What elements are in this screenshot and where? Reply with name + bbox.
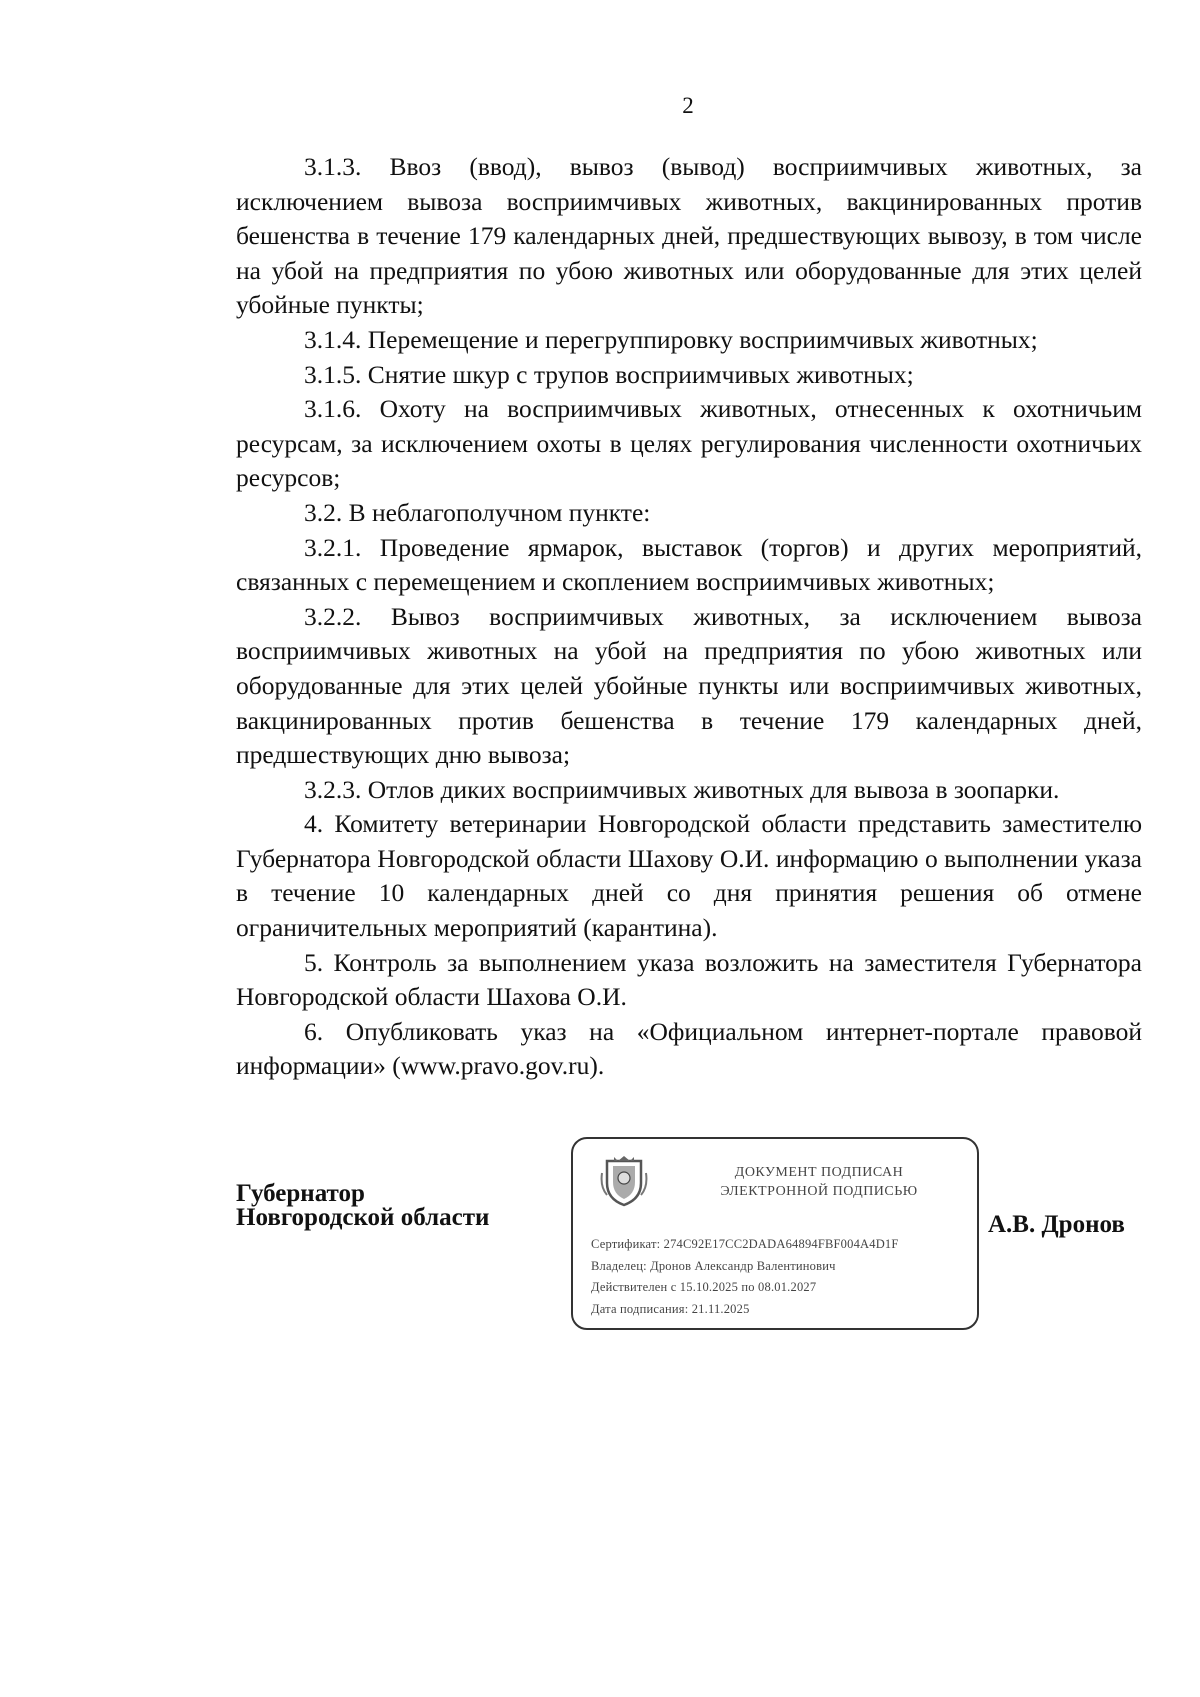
stamp-valid-period: Действителен с 15.10.2025 по 08.01.2027 <box>591 1280 817 1294</box>
stamp-signed-date: Дата подписания: 21.11.2025 <box>591 1301 750 1316</box>
paragraph-6: 6. Опубликовать указ на «Официальном интернет-портале правовой информации» (www.pravo.gov.ru). <box>236 1016 1142 1081</box>
signer-name: А.В. Дронов <box>988 1211 1125 1238</box>
electronic-signature-stamp <box>571 1137 979 1330</box>
stamp-header <box>671 1163 967 1201</box>
stamp-details <box>591 1234 899 1320</box>
paragraph-3-1-4: 3.1.4. Перемещение и перегруппировку восприимчивых животных; <box>304 324 1038 354</box>
paragraph-5: 5. Контроль за выполнением указа возложить на заместителя Губернатора Новгородской области Шахова О.И. <box>236 947 1142 1012</box>
stamp-header-line2: ЭЛЕКТРОННОЙ ПОДПИСЬЮ <box>720 1184 918 1199</box>
paragraph-3-1-6: 3.1.6. Охоту на восприимчивых животных, отнесенных к охотничьим ресурсам, за исключением охоты в целях регулирования численности охотничьих ресурсов; <box>236 394 1142 493</box>
paragraph-3-2-1: 3.2.1. Проведение ярмарок, выставок (торгов) и других мероприятий, связанных с перемещением и скоплением восприимчивых животных; <box>236 532 1142 597</box>
stamp-owner: Владелец: Дронов Александр Валентинович <box>591 1258 836 1273</box>
paragraph-3-2-2: 3.2.2. Вывоз восприимчивых животных, за исключением вывоза восприимчивых животных на убой на предприятия по убою животных или оборудованные для этих целей убойные пункты или восприимчивых животных, вакцинированных против бешенства в течение 179 календарных дней, предшествующих дню вывоза; <box>236 601 1142 770</box>
stamp-certificate: Сертификат: 274C92E17CC2DADA64894FBF004A4D1F <box>591 1237 899 1251</box>
paragraph-3-1-5: 3.1.5. Снятие шкур с трупов восприимчивых животных; <box>304 359 914 389</box>
paragraph-3-1-3: 3.1.3. Ввоз (ввод), вывоз (вывод) восприимчивых животных, за исключением вывоза восприимчивых животных, вакцинированных против бешенства в течение 179 календарных дней, предшествующих вывозу, в том числе на убой на предприятия по убою животных или оборудованные для этих целей убойные пункты; <box>236 152 1142 320</box>
document-body <box>236 150 1142 1084</box>
coat-of-arms-icon <box>599 1153 649 1209</box>
signer-title <box>236 1182 489 1230</box>
paragraph-3-2: 3.2. В неблагополучном пункте: <box>304 497 651 527</box>
page-number: 2 <box>682 93 694 118</box>
signer-title-line2: Новгородской области <box>236 1204 490 1231</box>
paragraph-3-2-3: 3.2.3. Отлов диких восприимчивых животных для вывоза в зоопарки. <box>304 774 1060 804</box>
signer-title-line1: Губернатор <box>236 1180 365 1207</box>
stamp-header-line1: ДОКУМЕНТ ПОДПИСАН <box>734 1165 904 1180</box>
paragraph-4: 4. Комитету ветеринарии Новгородской области представить заместителю Губернатора Новгородской области Шахову О.И. информацию о выполнении указа в течение 10 календарных дней со дня принятия решения об отмене ограничительных мероприятий (карантина). <box>236 809 1142 943</box>
